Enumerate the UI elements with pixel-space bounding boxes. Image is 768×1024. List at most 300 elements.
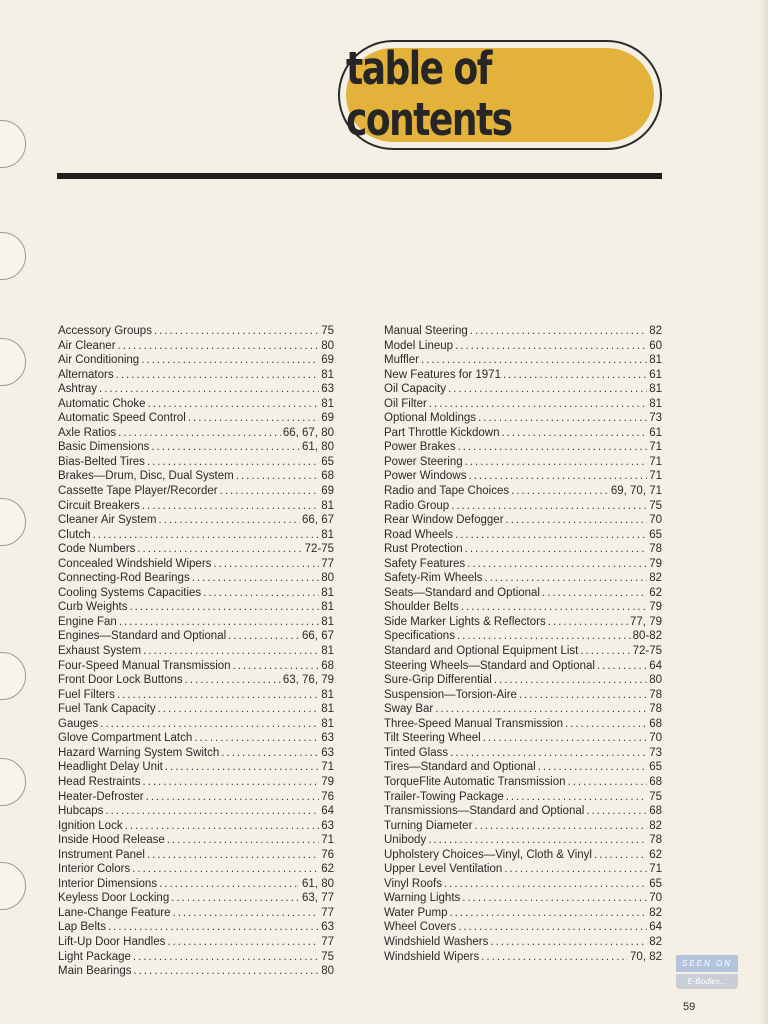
toc-entry-label: Tinted Glass <box>384 746 449 759</box>
dot-leader <box>142 775 319 790</box>
toc-entry <box>384 673 662 688</box>
toc-entry-label: Radio Group <box>384 499 450 512</box>
toc-entry <box>58 397 334 412</box>
dot-leader <box>494 673 647 688</box>
heading-rule <box>57 173 662 179</box>
toc-entry-label: Trailer-Towing Package <box>384 790 504 803</box>
toc-entry-label: Seats—Standard and Optional <box>384 586 540 599</box>
toc-entry-label: Three-Speed Manual Transmission <box>384 717 563 730</box>
dot-leader <box>503 368 647 383</box>
dot-leader <box>137 542 302 557</box>
toc-entry-label: Upper Level Ventilation <box>384 863 503 876</box>
toc-entry <box>384 746 662 761</box>
toc-entry-page: 60 <box>649 339 662 352</box>
dot-leader <box>173 906 320 921</box>
toc-entry-label: New Features for 1971 <box>384 368 501 381</box>
dot-leader <box>468 469 647 484</box>
dot-leader <box>548 615 628 630</box>
toc-entry-page: 81 <box>321 499 334 512</box>
toc-entry <box>384 557 662 572</box>
toc-entry <box>384 600 662 615</box>
toc-entry-label: Power Steering <box>384 455 463 468</box>
dot-leader <box>568 775 648 790</box>
toc-entry-label: Circuit Breakers <box>58 499 140 512</box>
toc-entry-label: Model Lineup <box>384 339 454 352</box>
toc-entry-label: Manual Steering <box>384 325 468 337</box>
toc-entry-label: Interior Dimensions <box>58 877 158 890</box>
dot-leader <box>465 542 648 557</box>
dot-leader <box>458 440 648 455</box>
toc-entry-label: Sway Bar <box>384 703 434 716</box>
toc-entry <box>384 877 662 892</box>
toc-entry-label: Ignition Lock <box>58 819 123 832</box>
dot-leader <box>462 891 647 906</box>
toc-entry-page: 70 <box>649 892 662 905</box>
toc-entry-page: 81 <box>321 368 334 381</box>
toc-entry-page: 82 <box>649 906 662 919</box>
toc-entry-page: 61, 80 <box>302 877 334 890</box>
toc-entry <box>58 906 334 921</box>
toc-entry-label: Headlight Delay Unit <box>58 761 163 774</box>
toc-entry-page: 64 <box>321 805 334 818</box>
toc-entry-label: Connecting-Rod Bearings <box>58 572 190 585</box>
toc-entry <box>58 324 334 339</box>
dot-leader <box>233 659 320 674</box>
toc-entry-page: 71 <box>649 470 662 483</box>
toc-entry <box>58 746 334 761</box>
toc-entry-label: Unibody <box>384 834 427 847</box>
toc-entry <box>58 499 334 514</box>
dot-leader <box>100 717 319 732</box>
toc-entry <box>384 324 662 339</box>
dot-leader <box>141 353 319 368</box>
toc-entry-label: Engine Fan <box>58 615 117 628</box>
toc-entry-page: 72-75 <box>632 645 662 658</box>
dot-leader <box>504 862 647 877</box>
dot-leader <box>194 731 319 746</box>
toc-entry-label: Windshield Washers <box>384 935 489 948</box>
toc-entry-page: 75 <box>321 325 334 337</box>
toc-entry <box>58 528 334 543</box>
binder-hole <box>0 862 26 910</box>
dot-leader <box>455 339 647 354</box>
toc-entry-label: Curb Weights <box>58 601 128 614</box>
toc-entry-page: 69 <box>321 412 334 425</box>
toc-entry-page: 70, 82 <box>630 950 662 963</box>
dot-leader <box>501 426 647 441</box>
toc-entry <box>58 513 334 528</box>
dot-leader <box>450 746 647 761</box>
toc-entry <box>384 644 662 659</box>
dot-leader <box>171 891 300 906</box>
toc-entry <box>384 571 662 586</box>
toc-entry <box>384 688 662 703</box>
dot-leader <box>542 586 647 601</box>
toc-entry <box>58 644 334 659</box>
toc-entry-label: Tilt Steering Wheel <box>384 732 481 745</box>
toc-entry-page: 82 <box>649 819 662 832</box>
dot-leader <box>117 688 319 703</box>
toc-entry <box>58 920 334 935</box>
toc-entry-label: Optional Moldings <box>384 412 477 425</box>
toc-entry-label: Keyless Door Locking <box>58 892 170 905</box>
dot-leader <box>594 848 647 863</box>
binder-hole <box>0 232 26 280</box>
toc-entry <box>58 819 334 834</box>
toc-entry-page: 81 <box>321 528 334 541</box>
toc-entry-page: 80 <box>321 339 334 352</box>
toc-entry-label: Safety-Rim Wheels <box>384 572 483 585</box>
dot-leader <box>506 790 647 805</box>
dot-leader <box>134 964 320 979</box>
binder-hole <box>0 120 26 168</box>
toc-entry-label: Air Conditioning <box>58 354 140 367</box>
binder-hole <box>0 338 26 386</box>
toc-entry <box>384 702 662 717</box>
toc-entry-page: 64 <box>649 921 662 934</box>
dot-leader <box>474 819 647 834</box>
toc-entry-page: 82 <box>649 325 662 337</box>
toc-entry-label: Safety Features <box>384 557 466 570</box>
dot-leader <box>188 411 319 426</box>
toc-entry <box>384 484 662 499</box>
toc-entry <box>58 368 334 383</box>
toc-entry <box>58 877 334 892</box>
toc-entry <box>58 557 334 572</box>
dot-leader <box>185 673 281 688</box>
toc-entry-page: 81 <box>321 397 334 410</box>
toc-entry-page: 66, 67, 80 <box>282 426 334 439</box>
toc-entry-label: Windshield Wipers <box>384 950 480 963</box>
toc-entry-page: 82 <box>649 572 662 585</box>
toc-entry-label: Rust Protection <box>384 543 463 556</box>
page-number: 59 <box>683 1001 696 1013</box>
toc-entry-label: Turning Diameter <box>384 819 473 832</box>
toc-entry-label: Warning Lights <box>384 892 461 905</box>
dot-leader <box>116 368 320 383</box>
toc-entry <box>384 731 662 746</box>
toc-entry-page: 71 <box>649 455 662 468</box>
dot-leader <box>428 833 647 848</box>
toc-entry <box>58 862 334 877</box>
toc-entry <box>58 382 334 397</box>
toc-entry <box>58 760 334 775</box>
title-banner <box>346 43 654 147</box>
toc-entry <box>58 600 334 615</box>
toc-entry <box>58 411 334 426</box>
toc-entry-page: 81 <box>649 354 662 367</box>
toc-entry-label: Upholstery Choices—Vinyl, Cloth & Vinyl <box>384 848 592 861</box>
dot-leader <box>481 950 628 965</box>
toc-entry-label: Transmissions—Standard and Optional <box>384 805 585 818</box>
dot-leader <box>167 935 319 950</box>
dot-leader <box>148 397 320 412</box>
toc-entry <box>58 455 334 470</box>
toc-entry-page: 61 <box>649 426 662 439</box>
toc-entry-page: 79 <box>321 775 334 788</box>
toc-entry <box>58 891 334 906</box>
toc-entry-label: Power Brakes <box>384 441 456 454</box>
dot-leader <box>213 557 319 572</box>
toc-entry-page: 77 <box>321 906 334 919</box>
toc-entry-page: 63 <box>321 732 334 745</box>
toc-entry-page: 76 <box>321 848 334 861</box>
toc-entry <box>384 862 662 877</box>
toc-entry-label: Fuel Filters <box>58 688 115 701</box>
toc-entry-page: 80 <box>321 965 334 978</box>
dot-leader <box>451 499 647 514</box>
toc-entry-page: 70 <box>649 732 662 745</box>
toc-entry <box>384 717 662 732</box>
dot-leader <box>580 644 630 659</box>
binder-hole <box>0 652 26 700</box>
toc-entry-label: Automatic Speed Control <box>58 412 186 425</box>
toc-entry-page: 73 <box>649 746 662 759</box>
toc-entry-page: 80 <box>649 674 662 687</box>
dot-leader <box>470 324 647 339</box>
toc-entry <box>58 615 334 630</box>
toc-entry <box>58 790 334 805</box>
toc-entry <box>384 935 662 950</box>
toc-entry-label: Heater-Defroster <box>58 790 144 803</box>
toc-entry <box>58 702 334 717</box>
toc-entry-page: 61 <box>649 368 662 381</box>
watermark-top-text: SEEN ON <box>676 955 738 972</box>
toc-entry-page: 79 <box>649 601 662 614</box>
toc-entry-page: 65 <box>321 455 334 468</box>
toc-entry-page: 81 <box>321 717 334 730</box>
toc-entry-label: Tires—Standard and Optional <box>384 761 536 774</box>
toc-entry <box>384 819 662 834</box>
toc-entry-label: Radio and Tape Choices <box>384 485 510 498</box>
dot-leader <box>220 484 320 499</box>
toc-entry <box>384 659 662 674</box>
toc-entry <box>384 455 662 470</box>
toc-entry-label: Cleaner Air System <box>58 514 157 527</box>
dot-leader <box>461 600 647 615</box>
toc-entry-page: 70 <box>649 514 662 527</box>
toc-entry <box>384 353 662 368</box>
toc-entry-label: Specifications <box>384 630 455 643</box>
toc-entry-page: 78 <box>649 834 662 847</box>
toc-entry <box>384 833 662 848</box>
toc-entry <box>58 688 334 703</box>
toc-entry-label: Wheel Covers <box>384 921 457 934</box>
dot-leader <box>143 644 319 659</box>
toc-left-column <box>58 324 334 979</box>
toc-entry-page: 68 <box>649 717 662 730</box>
dot-leader <box>99 382 319 397</box>
toc-entry-page: 81 <box>321 688 334 701</box>
toc-entry-label: Lap Belts <box>58 921 106 934</box>
toc-entry-page: 82 <box>649 935 662 948</box>
dot-leader <box>142 499 319 514</box>
toc-entry-page: 61, 80 <box>302 441 334 454</box>
dot-leader <box>158 702 320 717</box>
toc-entry-label: Side Marker Lights & Reflectors <box>384 615 546 628</box>
toc-entry-page: 65 <box>649 528 662 541</box>
toc-entry-label: Head Restraints <box>58 775 141 788</box>
toc-entry-label: Four-Speed Manual Transmission <box>58 659 231 672</box>
toc-entry <box>384 411 662 426</box>
toc-entry-page: 78 <box>649 703 662 716</box>
toc-entry-page: 68 <box>649 775 662 788</box>
toc-entry-label: Engines—Standard and Optional <box>58 630 227 643</box>
dot-leader <box>484 571 647 586</box>
toc-entry-page: 81 <box>321 601 334 614</box>
toc-entry-label: Sure-Grip Differential <box>384 674 492 687</box>
toc-entry-page: 66, 67 <box>302 514 334 527</box>
dot-leader <box>158 513 300 528</box>
dot-leader <box>221 746 319 761</box>
toc-entry-label: Air Cleaner <box>58 339 116 352</box>
dot-leader <box>519 688 647 703</box>
dot-leader <box>449 906 647 921</box>
toc-entry-page: 66, 67 <box>302 630 334 643</box>
toc-entry <box>58 935 334 950</box>
toc-entry-page: 80-82 <box>632 630 662 643</box>
toc-entry <box>58 848 334 863</box>
toc-entry <box>58 833 334 848</box>
toc-entry-label: Accessory Groups <box>58 325 152 337</box>
toc-entry-page: 63 <box>321 746 334 759</box>
toc-entry-page: 81 <box>321 586 334 599</box>
toc-entry <box>58 775 334 790</box>
toc-entry <box>58 484 334 499</box>
toc-entry-page: 69 <box>321 354 334 367</box>
toc-entry-label: Suspension—Torsion-Aire <box>384 688 517 701</box>
dot-leader <box>565 717 647 732</box>
binder-hole <box>0 758 26 806</box>
toc-entry <box>58 950 334 965</box>
toc-entry-page: 71 <box>321 834 334 847</box>
toc-entry-label: Steering Wheels—Standard and Optional <box>384 659 595 672</box>
toc-entry <box>58 586 334 601</box>
binder-hole <box>0 498 26 546</box>
dot-leader <box>444 877 647 892</box>
dot-leader <box>105 804 319 819</box>
dot-leader <box>159 877 300 892</box>
toc-entry-page: 62 <box>649 586 662 599</box>
toc-entry-label: Lift-Up Door Handles <box>58 935 166 948</box>
toc-entry-label: Main Bearings <box>58 965 132 978</box>
toc-entry-label: Muffler <box>384 354 419 367</box>
toc-entry-page: 69 <box>321 485 334 498</box>
dot-leader <box>236 469 319 484</box>
page-title: table of contents <box>346 43 512 147</box>
toc-entry-page: 78 <box>649 688 662 701</box>
dot-leader <box>421 353 647 368</box>
dot-leader <box>478 411 647 426</box>
dot-leader <box>192 571 320 586</box>
dot-leader <box>228 629 300 644</box>
toc-entry <box>384 382 662 397</box>
dot-leader <box>538 760 647 775</box>
toc-entry <box>384 891 662 906</box>
toc-entry <box>384 499 662 514</box>
dot-leader <box>483 731 647 746</box>
page-edge-shadow <box>758 0 768 1024</box>
toc-entry-page: 63 <box>321 383 334 396</box>
toc-entry <box>384 440 662 455</box>
dot-leader <box>586 804 647 819</box>
dot-leader <box>167 833 319 848</box>
toc-entry-label: Code Numbers <box>58 543 136 556</box>
toc-entry-label: Bias-Belted Tires <box>58 455 145 468</box>
toc-entry-label: Hubcaps <box>58 805 104 818</box>
dot-leader <box>108 920 319 935</box>
toc-entry-label: Standard and Optional Equipment List <box>384 645 579 658</box>
toc-entry-page: 77 <box>321 935 334 948</box>
toc-entry-label: Water Pump <box>384 906 448 919</box>
toc-entry <box>58 964 334 979</box>
toc-entry <box>58 659 334 674</box>
dot-leader <box>125 819 320 834</box>
dot-leader <box>151 440 300 455</box>
toc-entry <box>384 426 662 441</box>
toc-entry <box>58 717 334 732</box>
toc-entry-page: 75 <box>321 950 334 963</box>
toc-entry <box>58 571 334 586</box>
toc-entry-label: Ashtray <box>58 383 97 396</box>
toc-entry-label: Exhaust System <box>58 645 142 658</box>
toc-entry-label: Clutch <box>58 528 91 541</box>
toc-entry <box>384 615 662 630</box>
dot-leader <box>458 920 647 935</box>
dot-leader <box>457 629 631 644</box>
toc-entry <box>384 848 662 863</box>
toc-entry <box>384 339 662 354</box>
toc-entry-label: Road Wheels <box>384 528 454 541</box>
toc-entry <box>384 790 662 805</box>
toc-entry-page: 68 <box>321 659 334 672</box>
toc-entry <box>384 397 662 412</box>
toc-entry-page: 72-75 <box>304 543 334 556</box>
toc-entry-label: Rear Window Defogger <box>384 514 504 527</box>
toc-entry-label: Gauges <box>58 717 99 730</box>
toc-entry <box>58 629 334 644</box>
toc-entry <box>384 368 662 383</box>
toc-entry-label: Fuel Tank Capacity <box>58 703 156 716</box>
toc-entry <box>384 775 662 790</box>
toc-entry-label: Glove Compartment Latch <box>58 732 193 745</box>
toc-entry-page: 63, 77 <box>302 892 334 905</box>
toc-entry <box>384 906 662 921</box>
toc-entry-label: Automatic Choke <box>58 397 146 410</box>
toc-entry-page: 81 <box>649 397 662 410</box>
toc-entry <box>384 950 662 965</box>
dot-leader <box>455 528 647 543</box>
toc-entry-label: Instrument Panel <box>58 848 145 861</box>
watermark-bottom-text: E-Bodies... <box>676 974 738 989</box>
dot-leader <box>119 615 319 630</box>
toc-entry-page: 63, 76, 79 <box>282 674 334 687</box>
toc-entry-page: 71 <box>321 761 334 774</box>
toc-entry-page: 75 <box>649 790 662 803</box>
toc-entry-page: 76 <box>321 790 334 803</box>
toc-entry-page: 73 <box>649 412 662 425</box>
dot-leader <box>448 382 647 397</box>
dot-leader <box>93 528 320 543</box>
toc-entry <box>384 542 662 557</box>
toc-entry-label: Oil Capacity <box>384 383 446 396</box>
toc-entry-label: Cassette Tape Player/Recorder <box>58 485 218 498</box>
toc-entry-page: 79 <box>649 557 662 570</box>
toc-entry-page: 62 <box>321 863 334 876</box>
dot-leader <box>146 790 320 805</box>
toc-entry-page: 68 <box>649 805 662 818</box>
toc-entry-page: 65 <box>649 761 662 774</box>
